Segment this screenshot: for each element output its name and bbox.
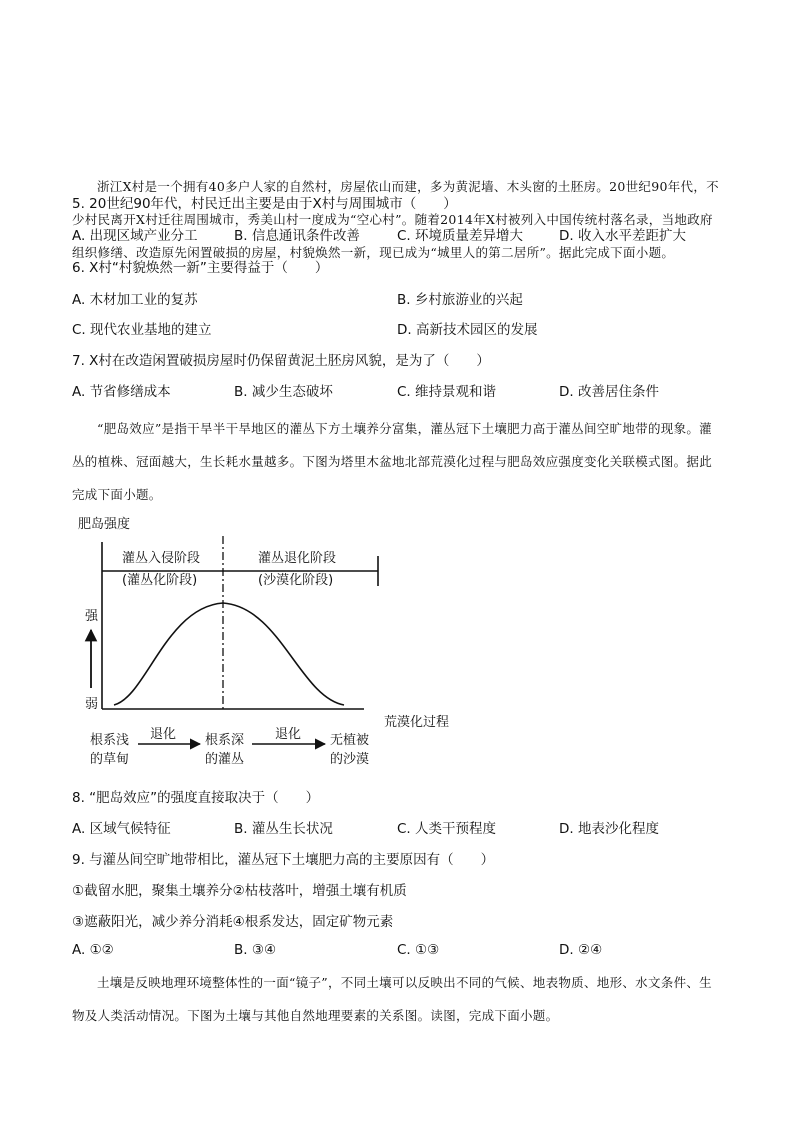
question-9-option-a[interactable]: A. ①② (72, 942, 114, 958)
x-axis-label: 荒漠化过程 (384, 715, 450, 730)
y-axis-label: 肥岛强度 (78, 517, 131, 532)
stage-1-subtitle: (灌丛化阶段) (122, 573, 198, 588)
shrub-label-line1: 根系深 (205, 733, 245, 748)
passage-2: “肥岛效应”是指干旱半干旱地区的灌丛下方土壤养分富集，灌丛冠下土壤肥力高于灌丛间空旷地带的现象。灌丛的植株、冠面越大，生长耗水量越多。下图为塔里木盆地北部荒漠化过程与肥岛效应强度变化关联模式图。据此完成下面小题。 (72, 421, 713, 502)
question-5-option-d[interactable]: D. 收入水平差距扩大 (559, 228, 686, 244)
question-5-option-c[interactable]: C. 环境质量差异增大 (397, 228, 524, 244)
degrade-label-2: 退化 (275, 727, 302, 742)
stage-2-title: 灌丛退化阶段 (258, 551, 337, 566)
question-7-option-b[interactable]: B. 减少生态破坏 (234, 384, 333, 400)
question-9-statements-2: ③遮蔽阳光，减少养分消耗④根系发达，固定矿物元素 (72, 914, 394, 930)
question-7-option-d[interactable]: D. 改善居住条件 (559, 384, 659, 400)
diagram-svg (72, 512, 472, 777)
fertile-island-diagram (72, 512, 472, 777)
question-6-option-b[interactable]: B. 乡村旅游业的兴起 (397, 292, 523, 308)
question-8-option-c[interactable]: C. 人类干预程度 (397, 821, 497, 837)
meadow-label-line1: 根系浅 (90, 733, 130, 748)
question-6-option-a[interactable]: A. 木材加工业的复苏 (72, 292, 198, 308)
passage-3: 土壤是反映地理环境整体性的一面“镜子”，不同土壤可以反映出不同的气候、地表物质、地形、水文条件、生物及人类活动情况。下图为土壤与其他自然地理要素的关系图。读图，完成下面小题。 (72, 975, 712, 1023)
question-7-stem: 7. X村在改造闲置破损房屋时仍保留黄泥土胚房风貌，是为了（ ） (72, 353, 490, 369)
question-8-stem: 8. “肥岛效应”的强度直接取决于（ ） (72, 790, 320, 806)
fertile-island-curve (114, 603, 344, 705)
question-5-option-a[interactable]: A. 出现区域产业分工 (72, 228, 198, 244)
question-8-option-a[interactable]: A. 区域气候特征 (72, 821, 171, 837)
question-9-option-d[interactable]: D. ②④ (559, 942, 603, 958)
desert-label-line1: 无植被 (330, 733, 370, 748)
shrub-label-line2: 的灌丛 (205, 752, 245, 767)
question-8-option-d[interactable]: D. 地表沙化程度 (559, 821, 659, 837)
question-7-option-c[interactable]: C. 维持景观和谐 (397, 384, 497, 400)
question-9-stem: 9. 与灌丛间空旷地带相比，灌丛冠下土壤肥力高的主要原因有（ ） (72, 852, 495, 868)
stage-1-title: 灌丛入侵阶段 (122, 551, 201, 566)
stage-2-subtitle: (沙漠化阶段) (258, 573, 334, 588)
question-6-option-d[interactable]: D. 高新技术园区的发展 (397, 322, 538, 338)
degrade-label-1: 退化 (150, 727, 177, 742)
meadow-label-line2: 的草甸 (90, 752, 130, 767)
question-9-option-b[interactable]: B. ③④ (234, 942, 277, 958)
desert-label-line2: 的沙漠 (330, 752, 370, 767)
question-5-stem: 5. 20世纪90年代，村民迁出主要是由于X村与周围城市（ ） (72, 196, 457, 212)
question-9-option-c[interactable]: C. ①③ (397, 942, 440, 958)
strong-label: 强 (85, 609, 99, 624)
question-8-option-b[interactable]: B. 灌丛生长状况 (234, 821, 333, 837)
question-6-option-c[interactable]: C. 现代农业基地的建立 (72, 322, 212, 338)
question-7-option-a[interactable]: A. 节省修缮成本 (72, 384, 171, 400)
question-5-option-b[interactable]: B. 信息通讯条件改善 (234, 228, 360, 244)
weak-label: 弱 (85, 697, 99, 712)
question-9-statements-1: ①截留水肥，聚集土壤养分②枯枝落叶，增强土壤有机质 (72, 883, 407, 899)
question-6-stem: 6. X村“村貌焕然一新”主要得益于（ ） (72, 260, 329, 276)
passage-1: 浙江X村是一个拥有40多户人家的自然村，房屋依山而建，多为黄泥墙、木头窗的土胚房。20世纪90年代，不少村民离开X村迁往周围城市，秀美山村一度成为“空心村”。随着2014年X村被列入中国传统村落名录，当地政府组织修缮、改造原先闲置破损的房屋，村貌焕然一新，现已成为“城里人的第二居所”。据此完成下面小题。 (72, 179, 719, 260)
